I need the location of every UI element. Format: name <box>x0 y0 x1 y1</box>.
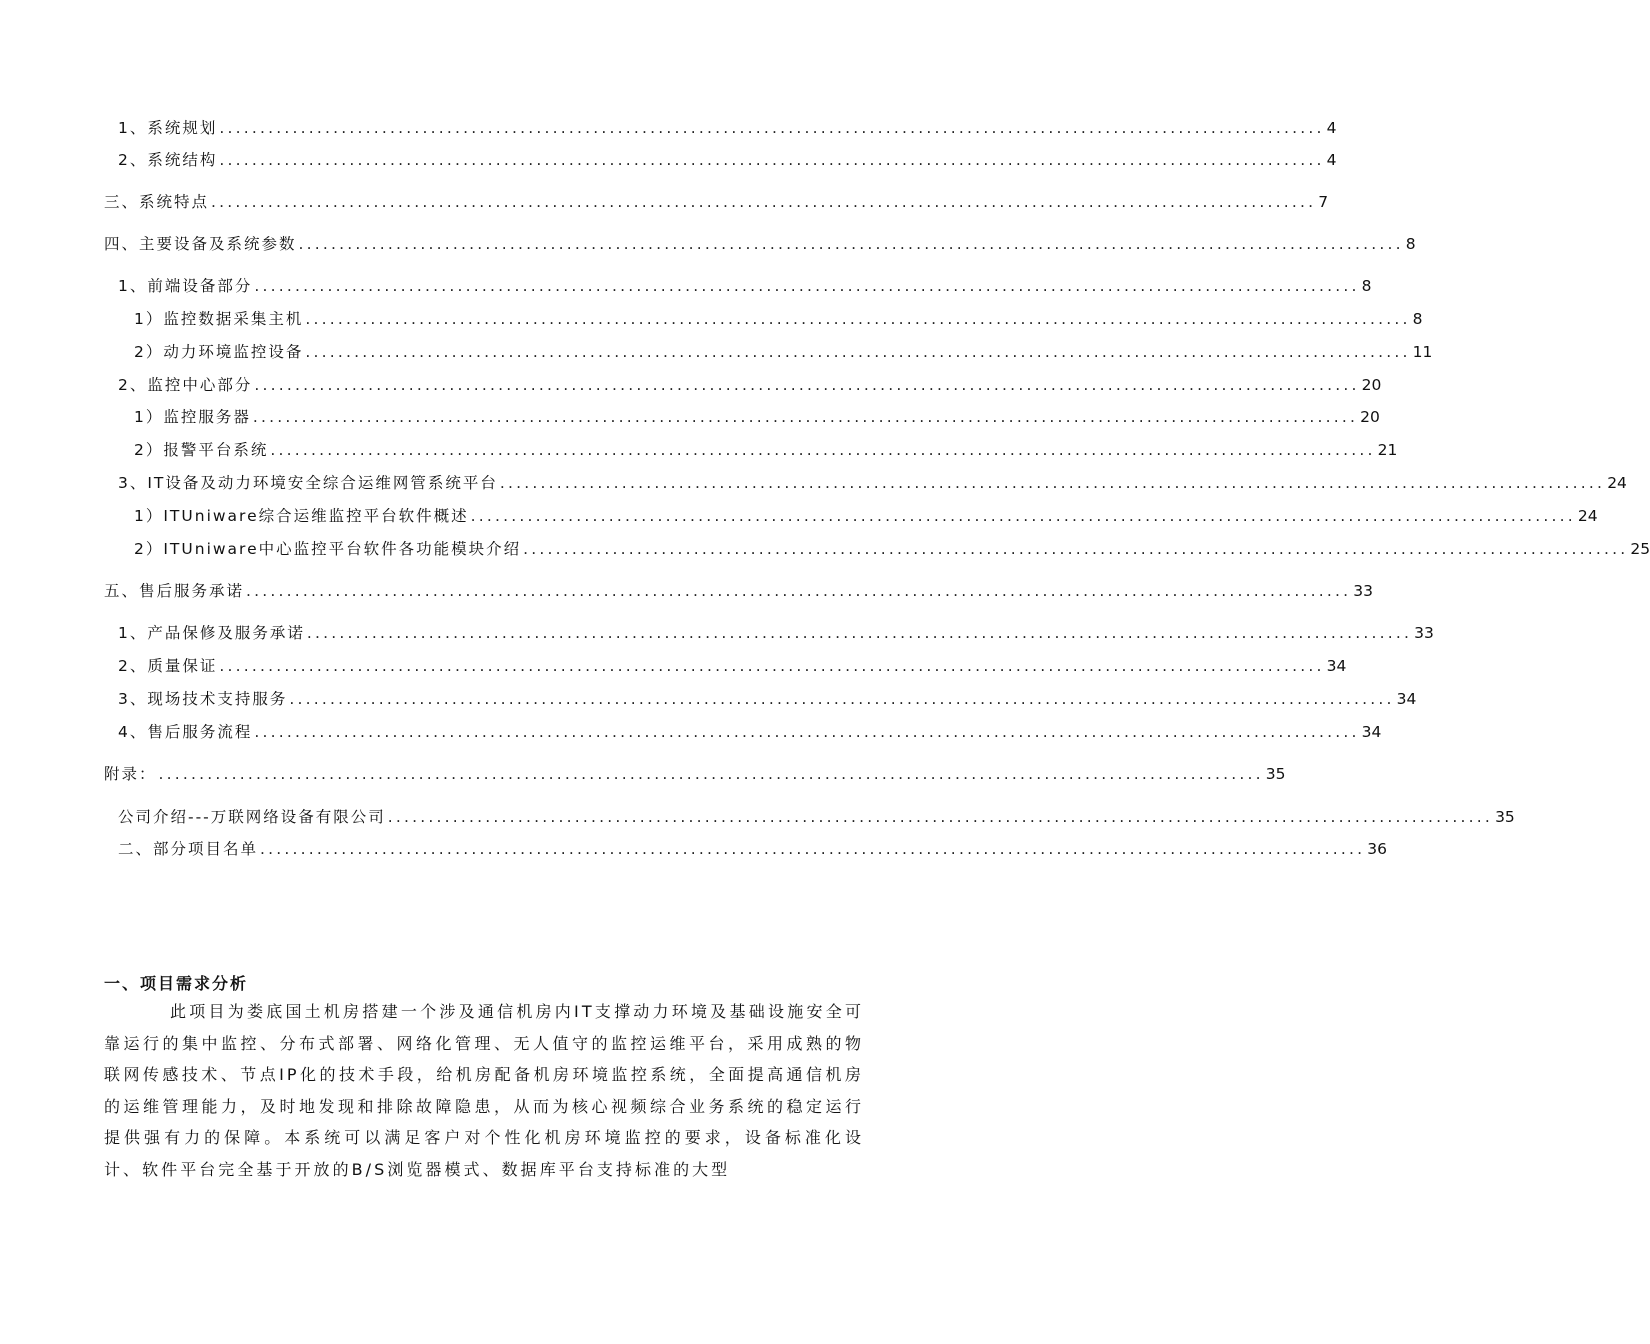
toc-entry[interactable] <box>134 307 1423 329</box>
toc-leader-dots: ........................................................................................................................................ <box>252 408 1359 426</box>
toc-entry[interactable] <box>134 438 1398 460</box>
toc-entry-page: 36 <box>1367 840 1388 858</box>
toc-entry-page: 7 <box>1318 193 1329 211</box>
toc-entry-title: 1、系统规划 <box>118 119 218 137</box>
toc-entry[interactable] <box>104 232 1416 254</box>
toc-leader-dots: ........................................................................................................................................ <box>305 310 1411 328</box>
toc-leader-dots: ........................................................................................................................................ <box>305 343 1411 361</box>
toc-entry-page: 20 <box>1360 408 1380 426</box>
toc-entry-title: 四、主要设备及系统参数 <box>104 235 297 253</box>
toc-leader-dots: ........................................................................................................................................ <box>254 277 1360 295</box>
toc-leader-dots: ........................................................................................................................................ <box>219 657 1325 675</box>
toc-entry-page: 24 <box>1577 507 1598 525</box>
toc-entry-page: 21 <box>1377 441 1398 459</box>
toc-entry-title: 公司介绍---万联网络设备有限公司 <box>118 808 386 826</box>
toc-entry[interactable] <box>104 762 1286 784</box>
toc-entry-title: 1）监控数据采集主机 <box>134 310 304 328</box>
toc-entry[interactable] <box>118 373 1382 395</box>
toc-entry-title: 三、系统特点 <box>104 193 210 211</box>
toc-leader-dots: ........................................................................................................................................ <box>523 540 1629 558</box>
toc-entry-page: 11 <box>1412 343 1433 361</box>
toc-entry-page: 34 <box>1326 657 1347 675</box>
toc-entry[interactable] <box>118 274 1372 296</box>
toc-entry-page: 34 <box>1396 690 1417 708</box>
toc-leader-dots: ........................................................................................................................................ <box>211 193 1317 211</box>
toc-leader-dots: ........................................................................................................................................ <box>254 376 1360 394</box>
toc-entry-title: 二、部分项目名单 <box>118 840 259 858</box>
toc-entry-title: 1、产品保修及服务承诺 <box>118 624 305 642</box>
toc-entry-title: 2、系统结构 <box>118 151 218 169</box>
toc-entry-page: 35 <box>1495 808 1515 826</box>
toc-entry[interactable] <box>118 654 1347 676</box>
toc-entry-title: 4、售后服务流程 <box>118 723 253 741</box>
toc-entry-title: 2）报警平台系统 <box>134 441 269 459</box>
toc-entry[interactable] <box>118 720 1382 742</box>
toc-entry-page: 8 <box>1412 310 1423 328</box>
toc-leader-dots: ........................................................................................................................................ <box>289 690 1395 708</box>
toc-entry[interactable] <box>118 148 1337 170</box>
toc-leader-dots: ........................................................................................................................................ <box>387 808 1494 826</box>
toc-entry-title: 2）动力环境监控设备 <box>134 343 304 361</box>
toc-entry-title: 3、现场技术支持服务 <box>118 690 288 708</box>
toc-entry-title: 2、监控中心部分 <box>118 376 253 394</box>
toc-entry[interactable] <box>134 340 1433 362</box>
toc-entry-title: 2、质量保证 <box>118 657 218 675</box>
toc-entry[interactable] <box>104 579 1374 601</box>
toc-entry[interactable] <box>118 621 1434 643</box>
toc-entry-page: 25 <box>1630 540 1650 558</box>
requirements-section <box>104 972 864 1185</box>
toc-leader-dots: ........................................................................................................................................ <box>219 151 1325 169</box>
toc-leader-dots: ........................................................................................................................................ <box>499 474 1606 492</box>
toc-entry[interactable] <box>134 504 1598 526</box>
toc-leader-dots: ........................................................................................................................................ <box>306 624 1413 642</box>
toc-entry[interactable] <box>134 405 1380 427</box>
toc-leader-dots: ........................................................................................................................................ <box>246 582 1352 600</box>
toc-leader-dots: ........................................................................................................................................ <box>254 723 1360 741</box>
toc-entry[interactable] <box>118 116 1337 138</box>
toc-entry-title: 1、前端设备部分 <box>118 277 253 295</box>
toc-entry[interactable] <box>104 190 1329 212</box>
toc-entry-page: 35 <box>1265 765 1286 783</box>
toc-entry[interactable] <box>118 471 1627 493</box>
toc-entry[interactable] <box>118 837 1388 859</box>
toc-leader-dots: ........................................................................................................................................ <box>298 235 1404 253</box>
toc-entry-page: 34 <box>1361 723 1382 741</box>
toc-entry[interactable] <box>134 537 1650 559</box>
toc-entry-page: 8 <box>1361 277 1372 295</box>
toc-entry-page: 33 <box>1414 624 1434 642</box>
toc-entry-page: 33 <box>1353 582 1374 600</box>
toc-entry[interactable] <box>118 805 1515 827</box>
toc-leader-dots: ........................................................................................................................................ <box>158 765 1264 783</box>
toc-entry-page: 4 <box>1326 151 1337 169</box>
toc-entry-page: 20 <box>1361 376 1382 394</box>
toc-entry-title: 附录： <box>104 765 157 783</box>
toc-leader-dots: ........................................................................................................................................ <box>260 840 1366 858</box>
section-paragraph: 此项目为娄底国土机房搭建一个涉及通信机房内IT支撑动力环境及基础设施安全可靠运行的集中监控、分布式部署、网络化管理、无人值守的监控运维平台，采用成熟的物联网传感技术、节点IP化的技术手段，给机房配备机房环境监控系统，全面提高通信机房的运维管理能力，及时地发现和排除故障隐患，从而为核心视频综合业务系统的稳定运行提供强有力的保障。本系统可以满足客户对个性化机房环境监控的要求，设备标准化设计、软件平台完全基于开放的B/S浏览器模式、数据库平台支持标准的大型 <box>104 1002 864 1179</box>
toc-leader-dots: ........................................................................................................................................ <box>470 507 1576 525</box>
toc-entry-page: 4 <box>1326 119 1337 137</box>
section-heading: 一、项目需求分析 <box>104 974 249 993</box>
toc-entry-page: 8 <box>1405 235 1416 253</box>
toc-entry-title: 2）ITUniware中心监控平台软件各功能模块介绍 <box>134 540 522 558</box>
toc-entry-title: 3、IT设备及动力环境安全综合运维网管系统平台 <box>118 474 498 492</box>
toc-leader-dots: ........................................................................................................................................ <box>219 119 1325 137</box>
toc-entry-page: 24 <box>1607 474 1627 492</box>
toc-entry-title: 1）ITUniware综合运维监控平台软件概述 <box>134 507 469 525</box>
toc-entry-title: 五、售后服务承诺 <box>104 582 245 600</box>
toc-entry[interactable] <box>118 687 1417 709</box>
toc-leader-dots: ........................................................................................................................................ <box>270 441 1376 459</box>
toc-entry-title: 1）监控服务器 <box>134 408 251 426</box>
